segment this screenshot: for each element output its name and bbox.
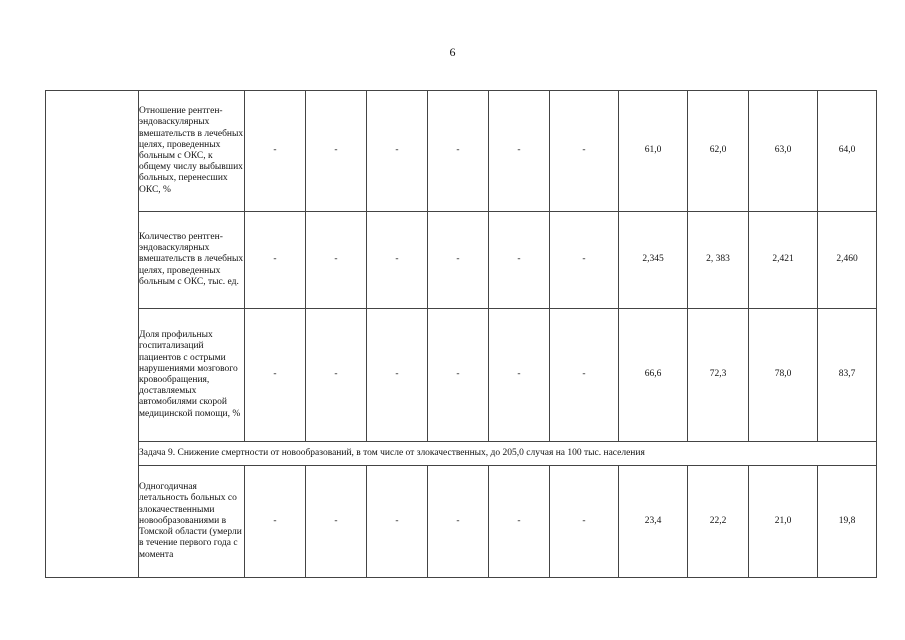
value-cell: 78,0 xyxy=(749,309,818,442)
value-cell: - xyxy=(367,309,428,442)
value-cell: 2,421 xyxy=(749,212,818,309)
table-row xyxy=(46,309,877,442)
value-cell: 63,0 xyxy=(749,91,818,212)
value-cell: - xyxy=(306,309,367,442)
value-cell: - xyxy=(550,309,619,442)
value-cell: 64,0 xyxy=(818,91,877,212)
value-cell: 22,2 xyxy=(688,466,749,578)
table-row xyxy=(46,466,877,578)
value-cell: 19,8 xyxy=(818,466,877,578)
value-cell: - xyxy=(306,212,367,309)
value-cell: - xyxy=(489,212,550,309)
value-cell: - xyxy=(550,91,619,212)
value-cell: - xyxy=(428,212,489,309)
table-row xyxy=(46,212,877,309)
value-cell: - xyxy=(367,91,428,212)
value-cell: - xyxy=(428,91,489,212)
blank-column-cell xyxy=(46,91,139,578)
value-cell: - xyxy=(489,309,550,442)
task-heading-row xyxy=(46,442,877,466)
value-cell: 83,7 xyxy=(818,309,877,442)
value-cell: - xyxy=(550,212,619,309)
value-cell: - xyxy=(489,91,550,212)
task-heading: Задача 9. Снижение смертности от новообразований, в том числе от злокачественных, до 205,0 случая на 100 тыс. населения xyxy=(139,442,877,466)
value-cell: 2,345 xyxy=(619,212,688,309)
page-number: 6 xyxy=(449,45,456,59)
value-cell: 61,0 xyxy=(619,91,688,212)
value-cell: - xyxy=(428,466,489,578)
value-cell: - xyxy=(489,466,550,578)
value-cell: 66,6 xyxy=(619,309,688,442)
value-cell: - xyxy=(367,212,428,309)
value-cell: - xyxy=(245,309,306,442)
value-cell: 72,3 xyxy=(688,309,749,442)
value-cell: 62,0 xyxy=(688,91,749,212)
table-row xyxy=(46,91,877,212)
value-cell: - xyxy=(428,309,489,442)
value-cell: - xyxy=(245,466,306,578)
indicator-cell: Отношение рентген-эндоваскулярных вмешательств в лечебных целях, проведенных больным с ОКС, к общему числу выбывших больных, перенесших ОКС, % xyxy=(139,91,245,212)
value-cell: - xyxy=(245,212,306,309)
indicator-cell: Количество рентген-эндоваскулярных вмешательств в лечебных целях, проведенных больным с ОКС, тыс. ед. xyxy=(139,212,245,309)
value-cell: - xyxy=(245,91,306,212)
indicator-cell: Доля профильных госпитализаций пациентов с острыми нарушениями мозгового кровообращения, доставляемых автомобилями скорой медицинской помощи, % xyxy=(139,309,245,442)
value-cell: 2, 383 xyxy=(688,212,749,309)
value-cell: - xyxy=(550,466,619,578)
indicator-cell: Одногодичная летальность больных со злокачественными новообразованиями в Томской области (умерли в течение первого года с момента xyxy=(139,466,245,578)
value-cell: 23,4 xyxy=(619,466,688,578)
indicators-table xyxy=(45,90,877,578)
value-cell: - xyxy=(306,91,367,212)
value-cell: - xyxy=(367,466,428,578)
value-cell: - xyxy=(306,466,367,578)
value-cell: 21,0 xyxy=(749,466,818,578)
value-cell: 2,460 xyxy=(818,212,877,309)
